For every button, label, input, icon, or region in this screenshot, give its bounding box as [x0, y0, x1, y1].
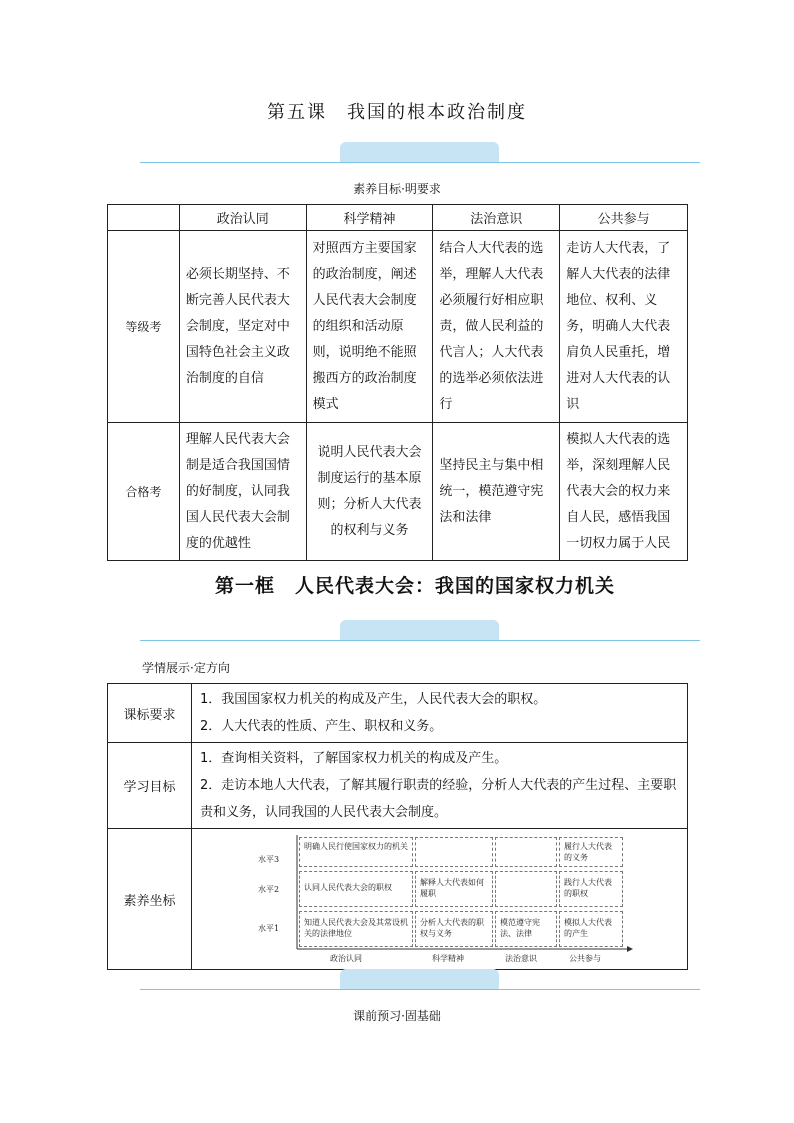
- table-cell: 对照西方主要国家的政治制度，阐述人民代表大会制度的组织和活动原则，说明绝不能照搬西方的政治制度模式: [306, 231, 433, 423]
- table-row: [108, 423, 688, 561]
- table-row: [108, 684, 688, 743]
- dimension-label: 公共参与: [569, 954, 601, 963]
- literacy-goals-table: [107, 204, 688, 561]
- table-cell: [192, 684, 688, 743]
- coordinate-cell-text: 解释人大代表如何履职: [420, 878, 484, 898]
- table-header-empty: [108, 205, 180, 231]
- row-label: 合格考: [108, 423, 180, 561]
- section-label-preview: 课前预习·固基础: [353, 1009, 441, 1023]
- page-title: 第五课 我国的根本政治制度: [267, 102, 527, 123]
- table-row: [108, 231, 688, 423]
- row-label: 学习目标: [108, 743, 192, 829]
- coordinate-cell: [415, 871, 493, 907]
- table-row: [108, 743, 688, 829]
- coordinate-cell-text: 模拟人大代表的产生: [564, 918, 612, 938]
- literacy-coordinate-diagram: [192, 829, 687, 969]
- table-cell: [192, 743, 688, 829]
- coordinate-cell: [495, 837, 557, 867]
- table-header: 公共参与: [560, 205, 688, 231]
- table-header: 科学精神: [306, 205, 433, 231]
- coordinate-cell-text: 模范遵守宪法、法律: [500, 918, 540, 938]
- level-label: 水平2: [258, 885, 280, 894]
- level-label: 水平1: [258, 924, 280, 933]
- table-cell: 必须长期坚持、不断完善人民代表大会制度，坚定对中国特色社会主义政治制度的自信: [179, 231, 306, 423]
- section-divider: [140, 162, 700, 163]
- coordinate-cell: [495, 911, 557, 947]
- section-tab: [340, 969, 499, 989]
- table-header: 政治认同: [179, 205, 306, 231]
- table-cell: 说明人民代表大会制度运行的基本原则；分析人大代表的权利与义务: [306, 423, 433, 561]
- coordinate-cell-text: 知道人民代表大会及其常设机关的法律地位: [304, 918, 408, 938]
- list-item: 1．我国国家权力机关的构成及产生，人民代表大会的职权。: [200, 692, 547, 707]
- coordinate-cell-text: 践行人大代表的职权: [564, 878, 612, 898]
- table-cell: 坚持民主与集中相统一，模范遵守宪法和法律: [433, 423, 560, 561]
- coordinate-cell: [299, 911, 413, 947]
- learning-info-table: [107, 683, 688, 970]
- table-row: [108, 829, 688, 970]
- literacy-coordinate-cell: [192, 829, 688, 970]
- list-item: 2．人大代表的性质、产生、职权和义务。: [200, 719, 443, 734]
- section-tab: [340, 142, 499, 162]
- coordinate-cell-text: 认同人民代表大会的职权: [304, 883, 392, 892]
- coordinate-cell: [559, 911, 623, 947]
- coordinate-cell: [559, 837, 623, 867]
- coordinate-cell: [299, 837, 413, 867]
- section-divider: [140, 640, 700, 641]
- coordinate-cell: [299, 871, 413, 907]
- level-label: 水平3: [258, 855, 280, 864]
- dimension-label: 法治意识: [505, 954, 537, 963]
- section-tab: [340, 620, 499, 640]
- table-cell: 模拟人大代表的选举，深刻理解人民代表大会的权力来自人民，感悟我国一切权力属于人民: [560, 423, 688, 561]
- coordinate-cell: [415, 837, 493, 867]
- section-divider: [140, 989, 700, 990]
- coordinate-cell: [495, 871, 557, 907]
- table-header: 法治意识: [433, 205, 560, 231]
- row-label: 等级考: [108, 231, 180, 423]
- list-item: 1．查询相关资料，了解国家权力机关的构成及产生。: [200, 751, 508, 766]
- coordinate-cell-text: 分析人大代表的职权与义务: [420, 918, 484, 938]
- list-item: 2．走访本地人大代表，了解其履行职责的经验，分析人大代表的产生过程、主要职责和义务，认同我国的人民代表大会制度。: [200, 778, 677, 820]
- table-cell: 走访人大代表，了解人大代表的法律地位、权利、义务，明确人大代表肩负人民重托，增进对人大代表的认识: [560, 231, 688, 423]
- coordinate-cell: [415, 911, 493, 947]
- dimension-label: 政治认同: [330, 954, 362, 963]
- dimension-label: 科学精神: [432, 954, 464, 963]
- table-cell: 结合人大代表的选举，理解人大代表必须履行好相应职责，做人民利益的代言人；人大代表的选举必须依法进行: [433, 231, 560, 423]
- row-label: 素养坐标: [108, 829, 192, 970]
- coordinate-cell: [559, 871, 623, 907]
- section-label-learning: 学情展示·定方向: [142, 661, 230, 675]
- section-label-goals: 素养目标·明要求: [353, 182, 441, 196]
- coordinate-cell-text: 明确人民行使国家权力的机关: [304, 842, 408, 851]
- table-header-row: [108, 205, 688, 231]
- row-label: 课标要求: [108, 684, 192, 743]
- table-cell: 理解人民代表大会制是适合我国国情的好制度，认同我国人民代表大会制度的优越性: [179, 423, 306, 561]
- lesson-heading: 第一框 人民代表大会：我国的国家权力机关: [214, 575, 615, 597]
- coordinate-cell-text: 履行人大代表的义务: [564, 842, 612, 862]
